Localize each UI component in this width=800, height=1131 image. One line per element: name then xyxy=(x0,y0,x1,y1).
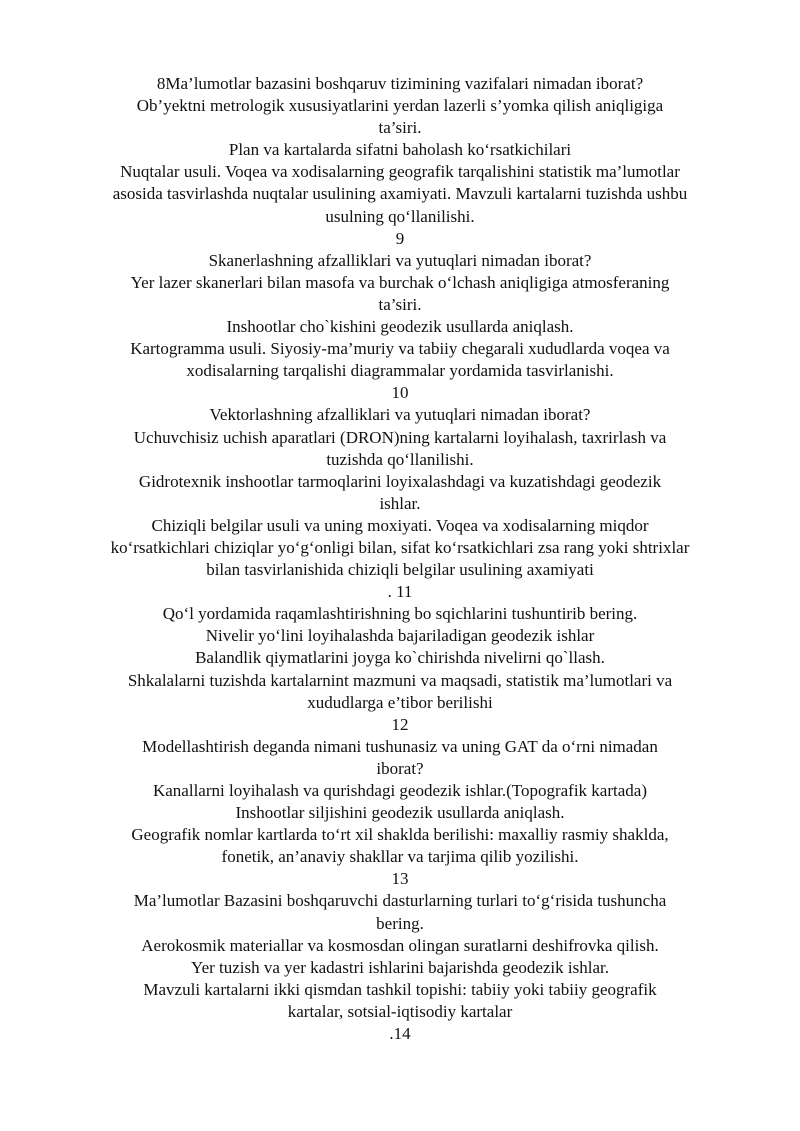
text-line: xududlarga e’tibor berilishi xyxy=(307,692,493,712)
text-line: 8Ma’lumotlar bazasini boshqaruv tizimining vazifalari nimadan iborat? xyxy=(156,74,644,93)
text-line: ishlar. xyxy=(379,493,421,513)
text-line: Aerokosmik materiallar va kosmosdan olingan suratlarni deshifrovka qilish. xyxy=(141,935,659,955)
text-line: Gidrotexnik inshootlar tarmoqlarini loyixalashdagi va kuzatishdagi geodezik xyxy=(138,471,662,491)
text-line: ta’siri. xyxy=(378,294,422,314)
text-line: asosida tasvirlashda nuqtalar usulining axamiyati. Mavzuli kartalarni tuzishda ushbu xyxy=(112,184,688,204)
text-line: . 11 xyxy=(387,582,413,602)
text-line: bering. xyxy=(376,913,424,933)
text-line: ko‘rsatkichlari chiziqlar yo‘g‘onligi bilan, sifat ko‘rsatkichlari zsa rang yoki shtrixlar xyxy=(110,537,690,557)
text-line: bilan tasvirlanishida chiziqli belgilar usulining axamiyati xyxy=(206,560,594,580)
text-line: Kartogramma usuli. Siyosiy-ma’muriy va tabiiy chegarali xududlarda voqea va xyxy=(130,339,670,359)
text-line: Yer lazer skanerlari bilan masofa va burchak o‘lchash aniqligiga atmosferaning xyxy=(130,272,670,292)
text-line: Skanerlashning afzalliklari va yutuqlari nimadan iborat? xyxy=(208,250,592,270)
text-line: Mavzuli kartalarni ikki qismdan tashkil topishi: tabiiy yoki tabiiy geografik xyxy=(143,979,657,999)
text-line: Yer tuzish va yer kadastri ishlarini bajarishda geodezik ishlar. xyxy=(191,957,609,977)
text-line: 12 xyxy=(391,714,409,734)
text-line: Qo‘l yordamida raqamlashtirishning bo sqichlarini tushuntirib bering. xyxy=(162,604,638,624)
text-line: .14 xyxy=(389,1024,411,1044)
text-line: Inshootlar cho`kishini geodezik usullarda aniqlash. xyxy=(226,317,574,337)
text-line: Balandlik qiymatlarini joyga ko`chirishda nivelirni qo`llash. xyxy=(195,648,605,668)
document-body xyxy=(0,73,800,1045)
text-line: Nivelir yo‘lini loyihalashda bajariladigan geodezik ishlar xyxy=(205,626,595,646)
text-line: Chiziqli belgilar usuli va uning moxiyati. Voqea va xodisalarning miqdor xyxy=(151,515,649,535)
text-line: Vektorlashning afzalliklari va yutuqlari nimadan iborat? xyxy=(209,405,591,425)
text-line: Inshootlar siljishini geodezik usullarda aniqlash. xyxy=(235,803,565,823)
text-line: fonetik, an’anaviy shakllar va tarjima qilib yozilishi. xyxy=(221,847,579,867)
text-line: 13 xyxy=(391,869,409,889)
text-line: Ma’lumotlar Bazasini boshqaruvchi dasturlarning turlari to‘g‘risida tushuncha xyxy=(133,891,667,911)
text-line: 10 xyxy=(391,383,409,403)
text-line: Kanallarni loyihalash va qurishdagi geodezik ishlar.(Topografik kartada) xyxy=(152,781,647,800)
text-line: xodisalarning tarqalishi diagrammalar yordamida tasvirlanishi. xyxy=(186,361,614,381)
text-line: iborat? xyxy=(376,758,424,778)
text-line: Shkalalarni tuzishda kartalarnint mazmuni va maqsadi, statistik ma’lumotlari va xyxy=(127,670,673,690)
text-line: usulning qo‘llanilishi. xyxy=(325,206,475,226)
text-line: Uchuvchisiz uchish aparatlari (DRON)ning kartalarni loyihalash, taxrirlash va xyxy=(133,427,667,447)
text-line: kartalar, sotsial-iqtisodiy kartalar xyxy=(287,1001,513,1021)
text-line: ta’siri. xyxy=(378,118,422,138)
text-line: tuzishda qo‘llanilishi. xyxy=(326,449,474,469)
text-line: Geografik nomlar kartlarda to‘rt xil shaklda berilishi: maxalliy rasmiy shaklda, xyxy=(131,825,669,845)
text-line: Modellashtirish deganda nimani tushunasiz va uning GAT da o‘rni nimadan xyxy=(142,736,658,756)
text-line: Plan va kartalarda sifatni baholash ko‘rsatkichilari xyxy=(228,140,572,160)
text-line: Nuqtalar usuli. Voqea va xodisalarning geografik tarqalishini statistik ma’lumotlar xyxy=(120,162,680,182)
text-line: Ob’yektni metrologik xususiyatlarini yerdan lazerli s’yomka qilish aniqligiga xyxy=(136,96,664,116)
text-line: 9 xyxy=(395,228,405,248)
